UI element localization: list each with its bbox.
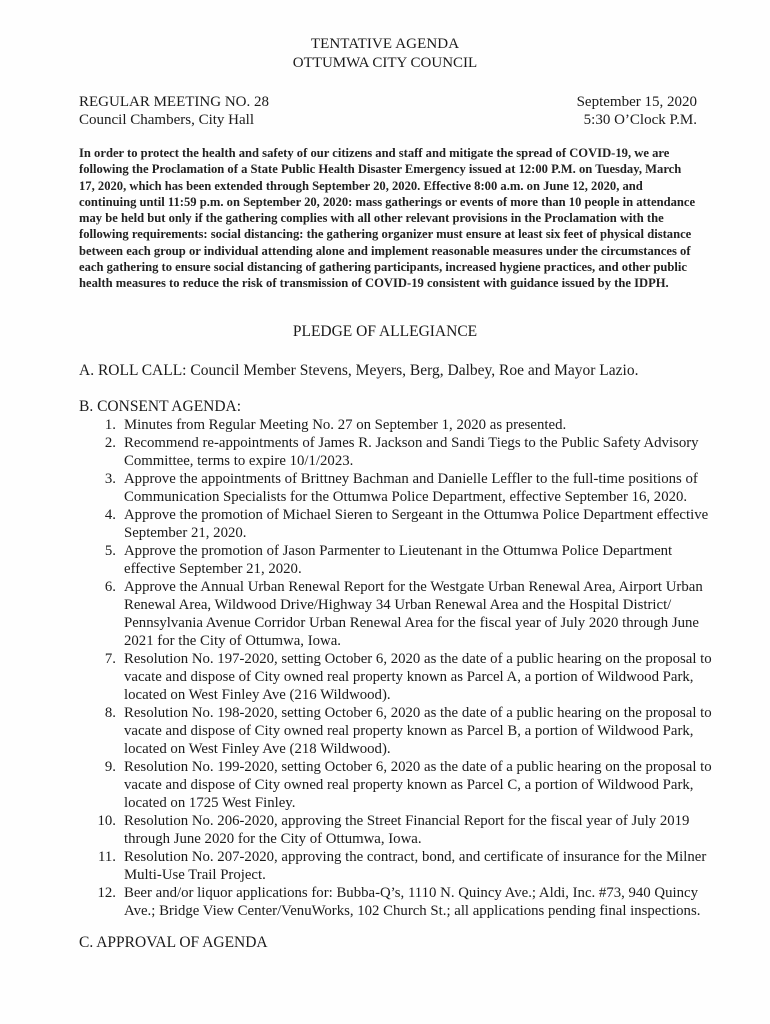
- list-item: [79, 416, 719, 434]
- list-item: [79, 812, 719, 848]
- item-text: Approve the promotion of Jason Parmenter to Lieutenant in the Ottumwa Police Department effective September 21, 2020.: [124, 543, 673, 577]
- item-number: 1.: [104, 417, 116, 433]
- item-number: 3.: [104, 471, 116, 487]
- item-number: 8.: [104, 705, 116, 721]
- list-item: [79, 758, 719, 812]
- item-number: 11.: [98, 849, 116, 865]
- item-number: 6.: [104, 579, 116, 595]
- item-text: Resolution No. 207-2020, approving the contract, bond, and certificate of insurance for the Milner Multi-Use Trail Project.: [124, 849, 707, 883]
- meeting-date: September 15, 2020: [576, 94, 697, 110]
- agenda-title: TENTATIVE AGENDA: [310, 36, 460, 52]
- list-item: [79, 848, 719, 884]
- item-number: 10.: [97, 813, 116, 829]
- list-item: [79, 884, 719, 920]
- item-text: Approve the Annual Urban Renewal Report for the Westgate Urban Renewal Area, Airport Urban Renewal Area, Wildwood Drive/Highway 34 Urban Renewal Area and the Hospital District/ Pennsylvania Avenue Corridor Urban Renewal Area for the fiscal year of July 2020 through June 2021 for the City of Ottumwa, Iowa.: [124, 579, 703, 649]
- item-text: Beer and/or liquor applications for: Bubba-Q’s, 1110 N. Quincy Ave.; Aldi, Inc. #73, 940 Quincy Ave.; Bridge View Center/VenuWorks, 102 Church St.; all applications pending final inspections.: [124, 885, 701, 919]
- list-item: [79, 470, 719, 506]
- roll-call: A. ROLL CALL: Council Member Stevens, Meyers, Berg, Dalbey, Roe and Mayor Lazio.: [79, 362, 639, 379]
- list-item: [79, 650, 719, 704]
- item-number: 4.: [104, 507, 116, 523]
- pledge-heading: PLEDGE OF ALLEGIANCE: [292, 323, 478, 340]
- item-text: Minutes from Regular Meeting No. 27 on September 1, 2020 as presented.: [124, 417, 567, 433]
- item-text: Resolution No. 199-2020, setting October 6, 2020 as the date of a public hearing on the proposal to vacate and dispose of City owned real property known as Parcel C, a portion of Wildwood Park, located on 1725 West Finley.: [124, 759, 712, 811]
- covid-notice: In order to protect the health and safety of our citizens and staff and mitigate the spread of COVID-19, we are following the Proclamation of a State Public Health Disaster Emergency issued at 12:00 P.M. on Tuesday, March 17, 2020, which has been extended through September 20, 2020. Effective 8:00 a.m. on June 12, 2020, and continuing until 11:59 p.m. on September 20, 2020: mass gatherings or events of more than 10 people in attendance may be held but only if the gathering complies with all other relevant provisions in the Proclamation with the following requirements: social distancing: the gathering organizer must ensure at least six feet of physical distance between each group or individual attending alone and implement reasonable measures under the circumstances of each gathering to ensure social distancing of gathering participants, increased hygiene practices, and other public health measures to reduce the risk of transmission of COVID-19 consistent with guidance issued by the IDPH.: [79, 146, 696, 291]
- meeting-time: 5:30 O’Clock P.M.: [583, 112, 697, 128]
- item-number: 2.: [104, 435, 116, 451]
- council-title: OTTUMWA CITY COUNCIL: [292, 55, 478, 71]
- item-number: 12.: [97, 885, 116, 901]
- list-item: [79, 542, 719, 578]
- consent-agenda-heading: B. CONSENT AGENDA:: [79, 398, 242, 415]
- item-text: Recommend re-appointments of James R. Jackson and Sandi Tiegs to the Public Safety Advisory Committee, terms to expire 10/1/2023.: [124, 435, 699, 469]
- item-number: 9.: [104, 759, 116, 775]
- item-text: Approve the promotion of Michael Sieren to Sergeant in the Ottumwa Police Department effective September 21, 2020.: [124, 507, 709, 541]
- item-number: 7.: [104, 651, 116, 667]
- item-text: Resolution No. 206-2020, approving the Street Financial Report for the fiscal year of July 2019 through June 2020 for the City of Ottumwa, Iowa.: [124, 813, 690, 847]
- list-item: [79, 704, 719, 758]
- meeting-name: REGULAR MEETING NO. 28: [79, 94, 269, 110]
- list-item: [79, 578, 719, 650]
- meeting-location: Council Chambers, City Hall: [79, 112, 254, 128]
- list-item: [79, 434, 719, 470]
- list-item: [79, 506, 719, 542]
- consent-items-list: [79, 416, 719, 920]
- approval-of-agenda: C. APPROVAL OF AGENDA: [79, 934, 268, 951]
- item-number: 5.: [104, 543, 116, 559]
- item-text: Resolution No. 197-2020, setting October 6, 2020 as the date of a public hearing on the proposal to vacate and dispose of City owned real property known as Parcel A, a portion of Wildwood Park, located on West Finley Ave (216 Wildwood).: [124, 651, 712, 703]
- item-text: Resolution No. 198-2020, setting October 6, 2020 as the date of a public hearing on the proposal to vacate and dispose of City owned real property known as Parcel B, a portion of Wildwood Park, located on West Finley Ave (218 Wildwood).: [124, 705, 712, 757]
- item-text: Approve the appointments of Brittney Bachman and Danielle Leffler to the full-time positions of Communication Specialists for the Ottumwa Police Department, effective September 16, 2020.: [124, 471, 698, 505]
